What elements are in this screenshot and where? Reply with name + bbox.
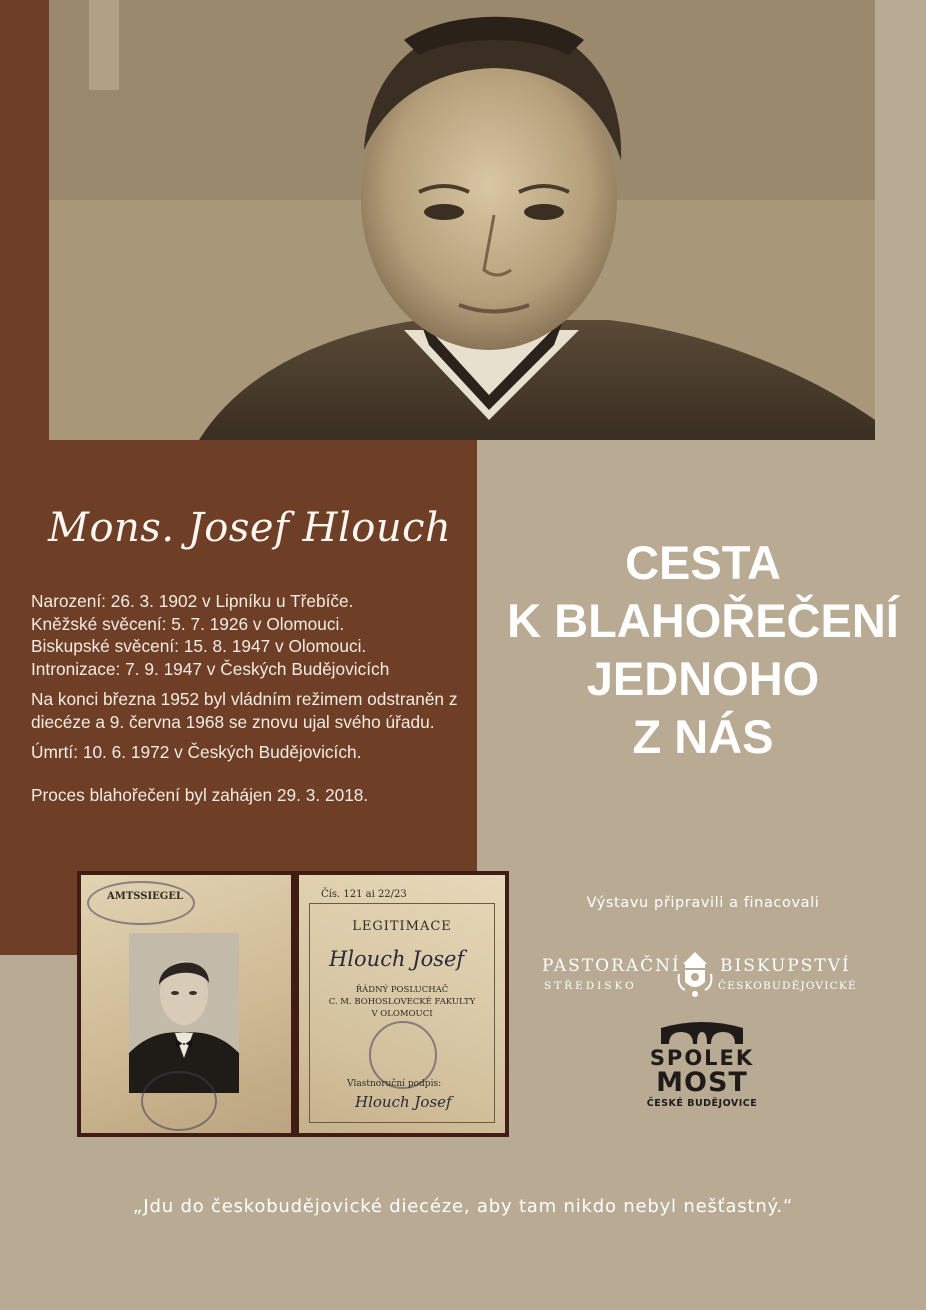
bio-process: Proces blahořečení byl zahájen 29. 3. 2018.	[31, 784, 369, 805]
signature: Hlouch Josef	[355, 1093, 452, 1111]
legitimation-document	[77, 871, 509, 1137]
handwritten-name: Hlouch Josef	[329, 947, 465, 971]
bio-ordination: Kněžské svěcení: 5. 7. 1926 v Olomouci.	[31, 613, 345, 634]
person-name: Mons. Josef Hlouch	[48, 505, 452, 551]
portrait-illustration	[49, 0, 875, 440]
biography	[31, 590, 471, 806]
headline-line-3: JEDNOHO	[586, 652, 820, 705]
document-line-1: ŘÁDNÝ POSLUCHAČ	[355, 985, 449, 995]
logo-bishopric-small: ČESKOBUDĚJOVICKÉ	[718, 980, 857, 992]
logo-pastoral-big: PASTORAČNÍ	[542, 956, 681, 976]
student-photo	[129, 933, 239, 1093]
bio-enthronement: Intronizace: 7. 9. 1947 v Českých Budějovicích	[31, 658, 390, 679]
spolek-most-logo	[640, 1022, 764, 1122]
document-number: Čís. 121 ai 22/23	[321, 889, 407, 900]
logo-most-line-2: MOST	[656, 1067, 748, 1098]
headline-line-2: K BLAHOŘEČENÍ	[507, 594, 899, 647]
bio-death: Úmrtí: 10. 6. 1972 v Českých Budějovicích.	[31, 742, 362, 762]
headline	[480, 534, 926, 766]
bio-exile: Na konci března 1952 byl vládním režimem odstraněn z diecéze a 9. června 1968 se znovu ujal svého úřadu.	[31, 689, 458, 732]
bio-consecration: Biskupské svěcení: 15. 8. 1947 v Olomouci.	[31, 636, 367, 656]
logo-bishopric-big: BISKUPSTVÍ	[720, 956, 851, 976]
logo-most-line-3: ČESKÉ BUDĚJOVICE	[646, 1098, 758, 1109]
quote: „Jdu do českobudějovické diecéze, aby tam nikdo nebyl nešťastný.“	[132, 1196, 794, 1217]
document-line-3: V OLOMOUCI	[371, 1009, 433, 1019]
bridge-icon	[661, 1022, 743, 1044]
legitimation-right-page	[299, 875, 505, 1133]
sponsors-label: Výstavu připravili a finacovali	[586, 895, 820, 911]
stamp-text: AMTSSIEGEL	[107, 891, 183, 902]
logo-most-line-1: SPOLEK	[649, 1046, 755, 1070]
document-title: LEGITIMACE	[352, 919, 452, 934]
diocese-crest-icon	[677, 950, 713, 998]
signature-label: Vlastnoruční podpis:	[347, 1079, 442, 1089]
headline-line-1: CESTA	[625, 536, 781, 589]
logo-pastoral-small: STŘEDISKO	[544, 980, 637, 992]
legitimation-left-page	[81, 875, 291, 1133]
student-portrait-icon	[129, 933, 239, 1093]
pastoral-center-logo	[540, 950, 870, 1000]
bio-birth: Narození: 26. 3. 1902 v Lipníku u Třebíče.	[31, 591, 354, 611]
stamp-icon	[87, 881, 195, 925]
headline-line-4: Z NÁS	[632, 710, 774, 763]
seal-icon	[141, 1071, 217, 1131]
document-line-2: C. M. BOHOSLOVECKÉ FAKULTY	[328, 997, 476, 1007]
portrait-photo	[49, 0, 875, 440]
